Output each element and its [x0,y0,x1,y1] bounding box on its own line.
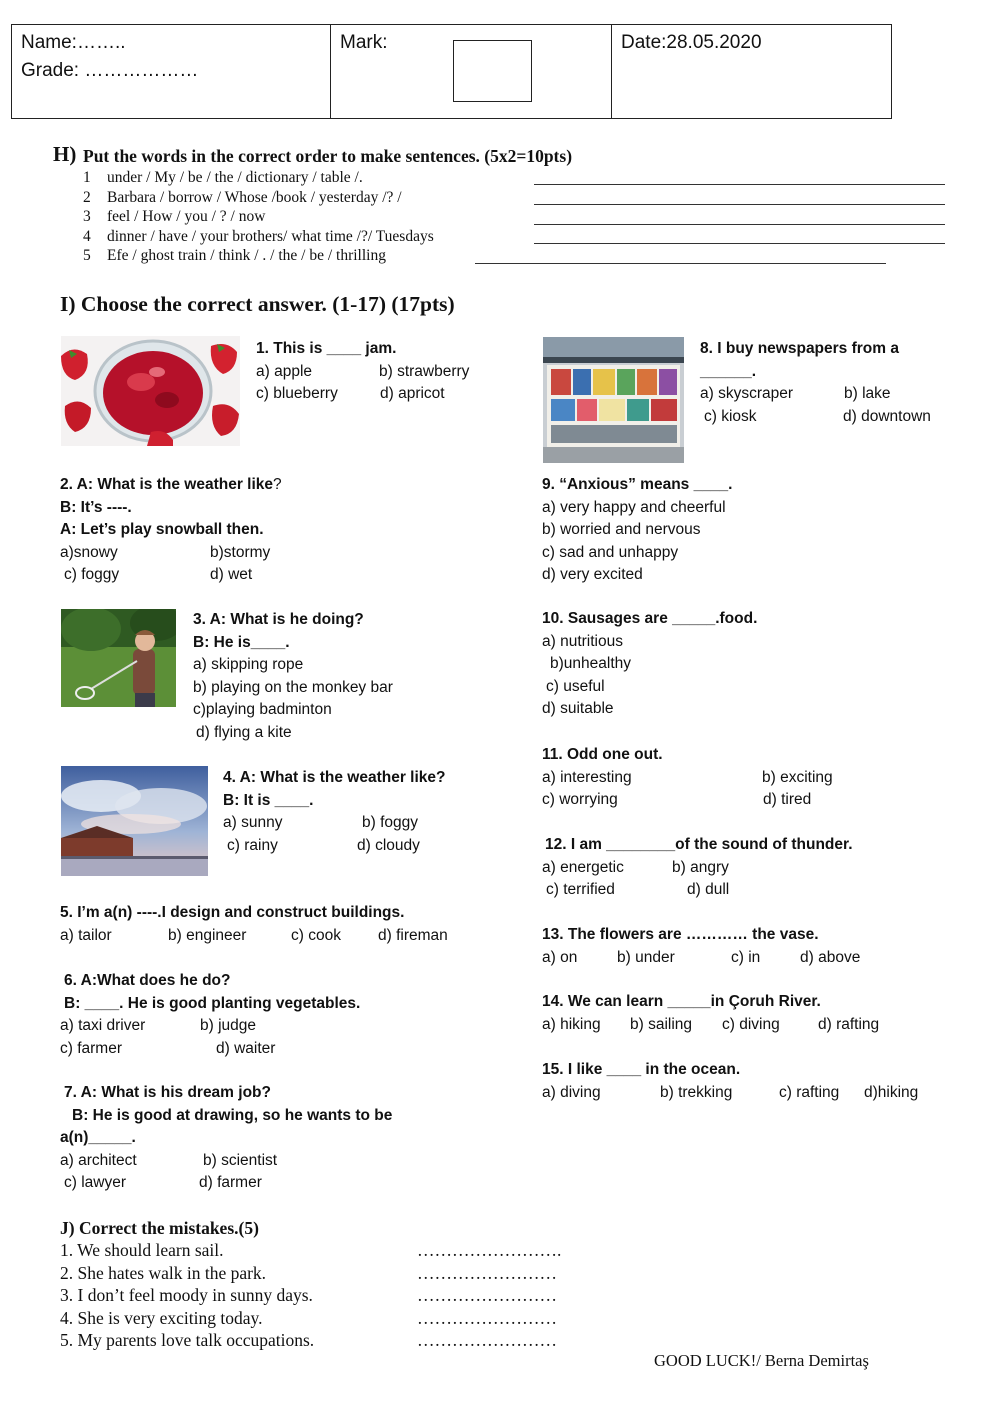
question-text: 8. I buy newspapers from a [700,340,899,357]
kiosk-image [543,337,684,463]
answer-line-5[interactable] [475,263,886,264]
option-c[interactable]: c) sad and unhappy [542,543,679,561]
option-d[interactable]: d) farmer [199,1174,262,1192]
option-c[interactable]: c) rainy [227,836,278,854]
answer-line-3[interactable] [534,224,945,225]
list-item: 5. My parents love talk occupations. …………………… [60,1330,557,1350]
option-a[interactable]: a) diving [542,1083,601,1101]
question-4 [223,767,446,857]
mark-box[interactable] [453,40,532,102]
question-text: 14. We can learn _____in Çoruh River. [542,993,821,1010]
name-field[interactable]: Name:…….. [21,32,126,53]
option-a[interactable]: a) interesting [542,768,632,786]
option-b[interactable]: b) lake [844,385,891,403]
option-a[interactable]: a) sunny [223,814,283,832]
section-h-title: Put the words in the correct order to make sentences. (5x2=10pts) [83,146,573,166]
question-1 [256,338,469,406]
strawberry-jam-image [61,336,240,446]
question-6 [60,970,360,1060]
question-text: 1. This is ____ jam. [256,340,397,357]
grade-field[interactable]: Grade: ……………… [21,60,199,81]
question-7 [60,1082,392,1195]
list-item: 3. I don’t feel moody in sunny days. …………………… [60,1285,557,1305]
date-cell [612,25,892,119]
option-d[interactable]: d) dull [687,881,730,899]
question-text: 10. Sausages are _____.food. [542,610,758,627]
question-answer-line: B: It’s ----. [60,498,132,516]
list-item: 4. She is very exciting today. …………………… [60,1307,557,1328]
option-b[interactable]: b) foggy [362,814,419,832]
option-a[interactable]: a) taxi driver [60,1017,146,1035]
section-j-title: J) Correct the mistakes.(5) [60,1218,259,1238]
question-answer-line: B: It is ____. [223,791,314,809]
option-b[interactable]: b) worried and nervous [542,521,701,539]
answer-line-1[interactable] [534,184,945,185]
option-b[interactable]: b) under [617,948,675,966]
question-8 [700,338,931,428]
option-a[interactable]: a) energetic [542,858,624,876]
list-item: 2 Barbara / borrow / Whose /book / yesterday /? / [83,188,402,206]
option-d[interactable]: d) downtown [843,407,931,425]
question-line: A: Let’s play snowball then. [60,521,264,539]
question-text: 5. I’m a(n) ----.I design and construct buildings. [60,904,405,921]
option-b[interactable]: b) engineer [168,926,247,944]
question-text: 2. A: What is the weather like [60,476,274,493]
option-c[interactable]: c) foggy [64,566,120,584]
question-14 [542,991,879,1036]
question-3 [193,609,393,745]
option-d[interactable]: d) tired [763,791,812,809]
option-c[interactable]: c) blueberry [256,385,338,403]
option-d[interactable]: d) fireman [378,926,448,944]
option-c[interactable]: c) in [731,948,761,966]
name-grade-cell [12,25,331,119]
list-item: 2. She hates walk in the park. …………………… [60,1262,557,1283]
question-text: 7. A: What is his dream job? [64,1084,271,1101]
option-d[interactable]: d) very excited [542,566,643,584]
option-c[interactable]: c) terrified [546,881,615,899]
option-d[interactable]: d) suitable [542,700,614,718]
date-label: Date:28.05.2020 [621,32,762,53]
option-b[interactable]: b) sailing [630,1015,693,1033]
answer-dots[interactable]: …………………… [417,1307,557,1328]
option-c[interactable]: c)playing badminton [193,701,332,719]
option-d[interactable]: d)hiking [864,1083,919,1101]
option-a[interactable]: a) hiking [542,1015,601,1033]
option-b[interactable]: b) strawberry [379,362,470,380]
list-item: 1. We should learn sail. ……………………. [60,1240,562,1260]
option-b[interactable]: b)stormy [210,543,271,561]
option-b[interactable]: b)unhealthy [550,655,632,673]
option-b[interactable]: b) judge [200,1017,257,1035]
section-i-title: I) Choose the correct answer. (1-17) (17pts) [60,292,455,316]
section-h-letter: H) [53,142,77,166]
option-d[interactable]: d) rafting [818,1015,880,1033]
option-c[interactable]: c) diving [722,1015,780,1033]
option-c[interactable]: c) useful [546,677,605,695]
option-a[interactable]: a) tailor [60,926,112,944]
option-d[interactable]: d) waiter [216,1039,276,1057]
answer-line-2[interactable] [534,204,945,205]
header-table [11,24,892,119]
question-text: 9. “Anxious” means ____. [542,476,733,493]
option-b[interactable]: b) playing on the monkey bar [193,678,393,696]
question-answer-line: B: He is____. [193,633,290,651]
answer-dots[interactable]: …………………… [417,1285,557,1305]
mark-label: Mark: [340,32,388,53]
question-blank: ______. [700,362,757,380]
question-line: B: He is good at drawing, so he wants to be [72,1106,393,1124]
question-text: 3. A: What is he doing? [193,611,364,628]
option-d[interactable]: d) above [800,948,861,966]
list-item: 5 Efe / ghost train / think / . / the / be / thrilling [83,247,386,265]
option-c[interactable]: c) lawyer [64,1174,127,1192]
question-2: 2. A: What is the weather like? B: It’s ----. A: Let’s play snowball then. a)snowy b)stormy c) foggy d) wet [60,474,282,587]
question-text: 13. The flowers are ………… the vase. [542,926,819,943]
question-answer-line: a(n)_____. [60,1129,136,1147]
list-item: 1 under / My / be / the / dictionary / table /. [83,169,363,186]
question-text: 15. I like ____ in the ocean. [542,1061,741,1078]
question-5 [60,902,448,947]
option-b[interactable]: b) exciting [762,768,833,786]
badminton-boy-image [61,609,176,707]
option-d[interactable]: d) apricot [380,385,445,403]
question-answer-line: B: ____. He is good planting vegetables. [64,994,361,1012]
option-b[interactable]: b) scientist [203,1151,278,1169]
option-b[interactable]: b) angry [672,858,729,876]
footer-signature: GOOD LUCK!/ Berna Demirtaş [654,1351,869,1370]
option-a[interactable]: a) skyscraper [700,385,794,403]
question-13 [542,924,860,969]
answer-dots[interactable]: …………………… [417,1262,557,1283]
option-c[interactable]: c) worrying [542,791,618,809]
option-c[interactable]: c) kiosk [704,407,757,425]
option-a[interactable]: a) skipping rope [193,656,304,674]
option-a[interactable]: a)snowy [60,543,118,561]
question-11 [542,744,833,812]
question-text: 11. Odd one out. [542,746,663,763]
question-15 [542,1059,918,1104]
answer-dots[interactable]: ……………………. [417,1240,562,1260]
option-a[interactable]: a) on [542,948,578,966]
question-9 [542,474,732,587]
section-j-list [60,1239,561,1352]
option-a[interactable]: a) architect [60,1151,137,1169]
option-d[interactable]: d) flying a kite [196,723,292,741]
section-h-list [83,168,434,266]
option-c[interactable]: c) rafting [779,1083,840,1101]
option-d[interactable]: d) cloudy [357,836,420,854]
question-text: 4. A: What is the weather like? [223,769,446,786]
question-text: 6. A:What does he do? [64,972,231,989]
option-a[interactable]: a) very happy and cheerful [542,498,726,516]
option-a[interactable]: a) nutritious [542,632,623,650]
option-d[interactable]: d) wet [210,566,253,584]
list-item: 3 feel / How / you / ? / now [83,208,266,226]
answer-dots[interactable]: …………………… [417,1330,557,1350]
answer-line-4[interactable] [534,243,945,244]
option-b[interactable]: b) trekking [660,1083,733,1101]
question-text: 12. I am ________of the sound of thunder. [545,836,853,853]
question-10 [542,608,757,721]
list-item: 4 dinner / have / your brothers/ what time /?/ Tuesdays [83,227,434,245]
option-a[interactable]: a) apple [256,362,313,380]
option-c[interactable]: c) cook [291,926,341,944]
option-c[interactable]: c) farmer [60,1039,122,1057]
cloudy-harbor-image [61,766,208,876]
question-12 [542,834,853,902]
